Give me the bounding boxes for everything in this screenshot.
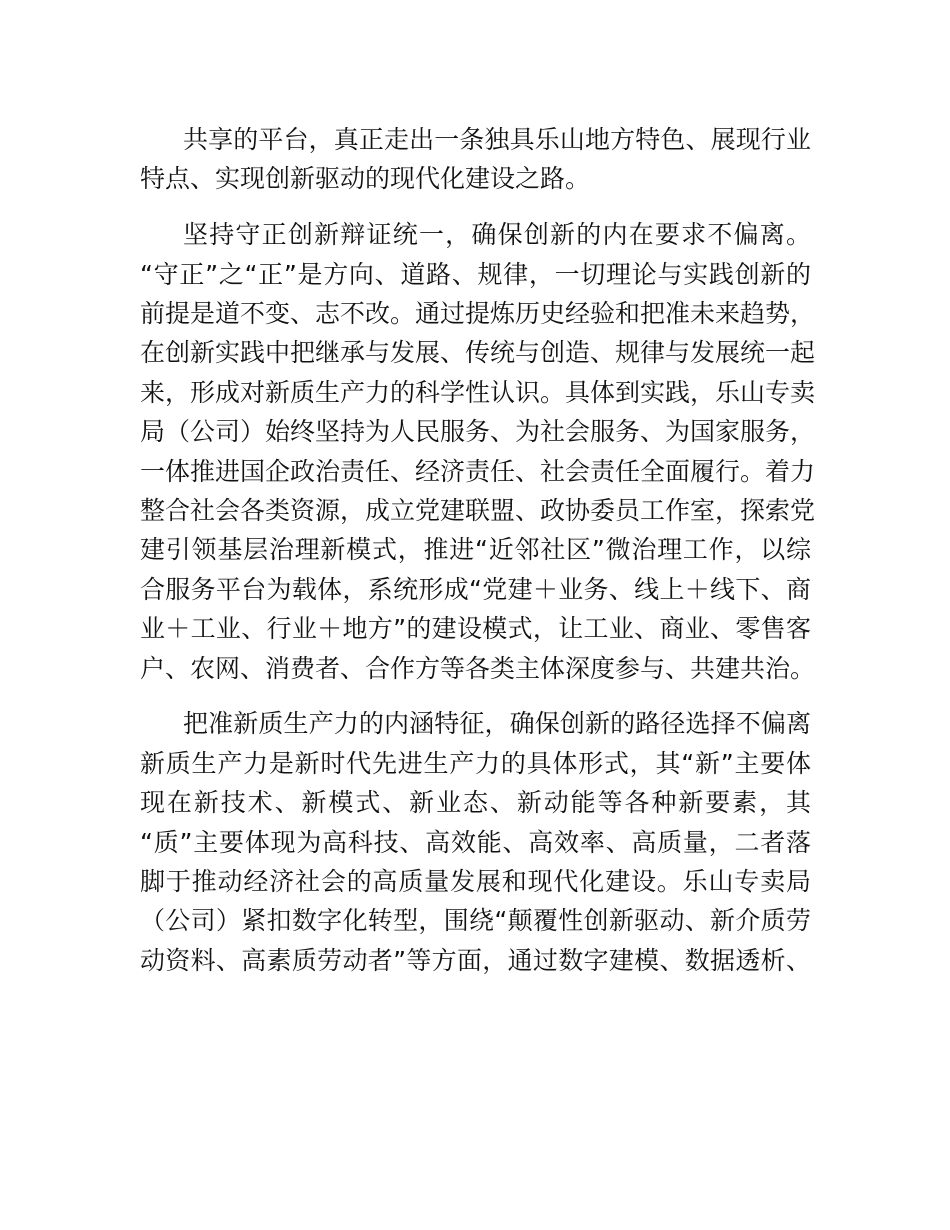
- text-line: 来，形成对新质生产力的科学性认识。具体到实践，乐山专卖: [140, 377, 816, 407]
- text-line: 一体推进国企政治责任、经济责任、社会责任全面履行。着力: [140, 456, 816, 486]
- text-line: 新质生产力是新时代先进生产力的具体形式，其“新”主要体: [140, 748, 811, 778]
- text-line: 户、农网、消费者、合作方等各类主体深度参与、共建共治。: [140, 653, 816, 683]
- text-line: 合服务平台为载体，系统形成“党建＋业务、线上＋线下、商: [140, 574, 811, 604]
- paragraph-3: [140, 704, 811, 980]
- text-line: 整合社会各类资源，成立党建联盟、政协委员工作室，探索党: [140, 496, 816, 526]
- text-line: 业＋工业、行业＋地方”的建设模式，让工业、商业、零售客: [140, 614, 811, 644]
- text-line: 动资料、高素质劳动者”等方面，通过数字建模、数据透析、: [140, 945, 811, 975]
- paragraph-1: [140, 120, 811, 199]
- text-line: 建引领基层治理新模式，推进“近邻社区”微治理工作，以综: [140, 535, 811, 565]
- text-line: 共享的平台，真正走出一条独具乐山地方特色、展现行业: [183, 125, 811, 154]
- text-line: 坚持守正创新辩证统一，确保创新的内在要求不偏离。: [183, 220, 811, 250]
- text-line: 现在新技术、新模式、新业态、新动能等各种新要素，其: [140, 788, 811, 818]
- document-page: [140, 120, 816, 997]
- text-line: 把准新质生产力的内涵特征，确保创新的路径选择不偏离: [183, 709, 811, 739]
- text-line: 在创新实践中把继承与发展、传统与创造、规律与发展统一起: [140, 338, 816, 368]
- text-line: 脚于推动经济社会的高质量发展和现代化建设。乐山专卖局: [140, 867, 811, 897]
- text-line: “守正”之“正”是方向、道路、规律，一切理论与实践创新的: [140, 259, 811, 289]
- text-line: “质”主要体现为高科技、高效能、高效率、高质量，二者落: [140, 827, 811, 857]
- text-line: 局（公司）始终坚持为人民服务、为社会服务、为国家服务，: [140, 417, 816, 447]
- paragraph-2: [140, 215, 816, 688]
- text-line: 特点、实现创新驱动的现代化建设之路。: [140, 164, 591, 194]
- text-line: 前提是道不变、志不改。通过提炼历史经验和把准未来趋势，: [140, 299, 816, 329]
- text-line: （公司）紧扣数字化转型，围绕“颠覆性创新驱动、新介质劳: [140, 906, 811, 936]
